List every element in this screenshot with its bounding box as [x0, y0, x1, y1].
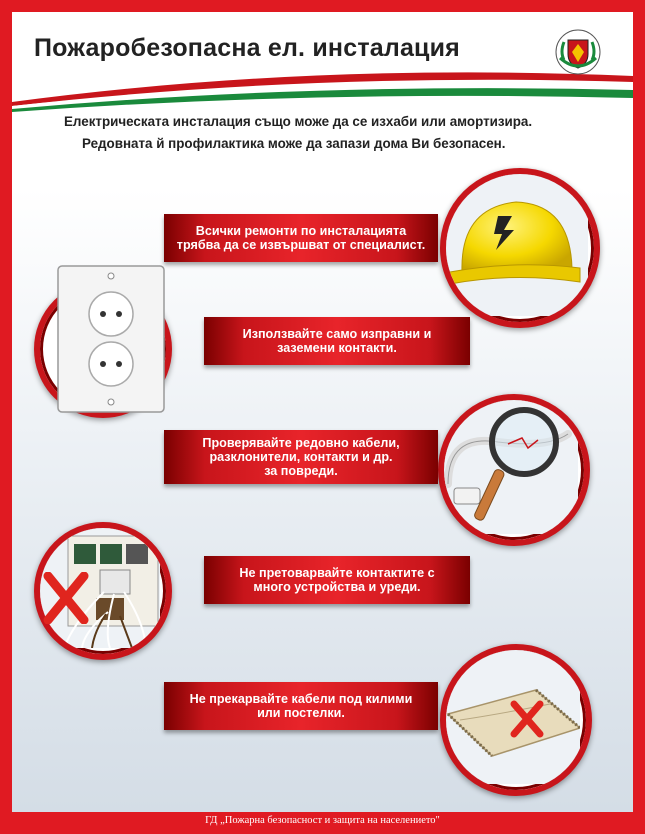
cross-icon: [42, 572, 90, 624]
tip-carpet-banner: [164, 682, 438, 730]
tip-text: или постелки.: [257, 706, 345, 720]
tip-text: Не претоварвайте контактите с: [239, 566, 435, 580]
socket-icon: [56, 264, 166, 414]
tip-text: много устройства и уреди.: [253, 580, 421, 594]
tip-text: за повреди.: [264, 464, 338, 478]
intro-line-2: Редовната й профилактика може да запази дома Ви безопасен.: [82, 136, 506, 151]
page-title: Пожаробезопасна ел. инсталация: [34, 34, 460, 62]
intro-line-1: Електрическата инсталация също може да се изхаби или амортизира.: [64, 114, 533, 129]
tip-text: трябва да се извършват от специалист.: [176, 238, 426, 252]
poster: [12, 12, 633, 812]
carpet-circle: [440, 644, 592, 796]
footer-credit: ГД „Пожарна безопасност и защита на населението": [205, 815, 440, 826]
tip-overload-banner: [204, 556, 470, 604]
tip-text: Проверявайте редовно кабели,: [202, 436, 400, 450]
tip-inspect-banner: [164, 430, 438, 484]
tip-repairs-banner: [164, 214, 438, 262]
tip-text: Използвайте само изправни и: [242, 327, 432, 341]
swoosh-decoration: [12, 62, 633, 112]
magnifier-cable-icon: [438, 394, 578, 534]
tip-text: Всички ремонти по инсталацията: [195, 224, 407, 238]
tip-text: заземени контакти.: [277, 341, 397, 355]
helmet-icon: [440, 168, 588, 316]
tip-text: разклонители, контакти и др.: [209, 450, 393, 464]
tip-text: Не прекарвайте кабели под килими: [189, 692, 413, 706]
tip-sockets-banner: [204, 317, 470, 365]
emblem-icon: [554, 28, 602, 76]
carpet-cable-icon: [440, 644, 580, 784]
magnifier-circle: [438, 394, 590, 546]
helmet-circle: [440, 168, 600, 328]
